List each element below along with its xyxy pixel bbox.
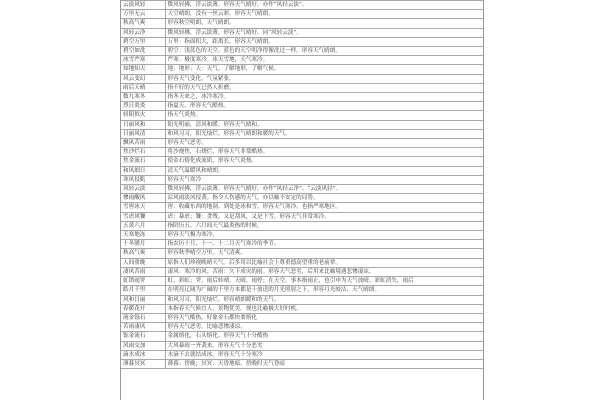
table-row [121, 286, 483, 295]
table-row [121, 185, 483, 194]
idiom-term: 秋高气爽 [121, 19, 165, 28]
idiom-term: 碧空如洗 [121, 47, 165, 56]
table-row [121, 139, 483, 148]
idiom-term: 焦金流石 [121, 157, 165, 166]
idiom-term: 风轻云淡 [121, 185, 165, 194]
table-row [121, 120, 483, 129]
idiom-definition: 形容天气极为寒冷。 [165, 231, 483, 240]
idiom-definition: 指天气炎热。 [165, 111, 483, 120]
table-row [121, 148, 483, 157]
idiom-definition: 形容天气寒冷 [165, 175, 483, 184]
idiom-term: 烈日炎炎 [121, 102, 165, 111]
table-row [121, 129, 483, 138]
table-row [121, 19, 483, 28]
table-row [121, 83, 483, 92]
idiom-term: 万里无云 [121, 10, 165, 19]
idiom-term: 知地知天 [121, 65, 165, 74]
idiom-term: 风和日丽 [121, 295, 165, 304]
table-row [121, 221, 483, 230]
idiom-term: 雪窖冰天 [121, 203, 165, 212]
idiom-definition: 指阴历五、六月间天气最炎热的时候。 [165, 221, 483, 230]
idiom-definition: 万里：指面积大，距离长。形容天气晴朗。 [165, 37, 483, 46]
idiom-definition: 窖：收藏东西的地洞。到处是冰和雪。形容天气寒冷。也指严寒地区。 [165, 203, 483, 212]
idiom-definition: 虐：暴虐；饕：贪残。又是刮风，又是下雪。形容天气非常寒冷。 [165, 212, 483, 221]
idiom-definition: 水滴下去就结成冰。形容天气十分寒冷 [165, 350, 483, 359]
idiom-term: 日丽风和 [121, 120, 165, 129]
idiom-term: 风雨交加 [121, 341, 165, 350]
table-row [121, 240, 483, 249]
table-row [121, 212, 483, 221]
idiom-term: 春暖花开 [121, 304, 165, 313]
table-row [121, 74, 483, 83]
idiom-definition: 阳光明丽，清风和暖。形容天气晴和。 [165, 120, 483, 129]
table-row [121, 267, 483, 276]
table-row [121, 1, 483, 10]
table-row [121, 102, 483, 111]
idiom-definition: 指不好的天气已然人折磨。 [165, 83, 483, 92]
idiom-term: 云淡风轻 [121, 1, 165, 10]
table-row [121, 295, 483, 304]
idiom-term: 虹销雨霁 [121, 277, 165, 286]
idiom-term: 焦沙烂石 [121, 148, 165, 157]
table-row [121, 166, 483, 175]
idiom-term: 骄阳似火 [121, 111, 165, 120]
idiom-term: 风轻云净 [121, 28, 165, 37]
idiom-definition: 清天气温暖风和晴朗。 [165, 166, 483, 175]
idiom-term: 冰雪严寒 [121, 56, 165, 65]
table-row [121, 10, 483, 19]
table-row [121, 28, 483, 37]
idiom-definition: 形容天气变化，气氛紧张。 [165, 74, 483, 83]
idiom-definition: 微风轻拂，浮云淡薄。形容天气晴好。亦作“风轻云净”、“云淡风轻”。 [165, 185, 483, 194]
idiom-definition: 凉风雨淡风侵袭。指令人伤感的天气。亦以喻不安定的局势。 [165, 194, 483, 203]
idiom-term: 惨雨酸风 [121, 194, 165, 203]
table-row [121, 258, 483, 267]
idiom-definition: 在明亮辽阔为广阔的千里方本都是十放送的月光照射之下。形容月光皎洁，天气晴朗。 [165, 286, 483, 295]
idiom-term: 薄暮冥冥 [121, 359, 165, 368]
idiom-definition: 和风习习，阳光灿烂。形容天气晴朗和暖的天气。 [165, 129, 483, 138]
table-row [121, 65, 483, 74]
table-row [121, 231, 483, 240]
idiom-definition: 微风轻拂，浮云淡薄。形容天气晴好。同“风轻云淡”。 [165, 28, 483, 37]
table-row [121, 37, 483, 46]
idiom-term: 飘风苦雨 [121, 139, 165, 148]
idiom-definition: 使金石熔化成流质，形容天气炎热。 [165, 157, 483, 166]
table-row [121, 313, 483, 322]
table-row [121, 249, 483, 258]
idiom-definition: 虹，彩虹；霁，雨后转晴。天晴，雨停；在天空，事本指雨止，也引申为天气放晴。彩虹消失，雨后 [165, 277, 483, 286]
idiom-term: 雨后天晴 [121, 83, 165, 92]
idiom-term: 苦雨凄风 [121, 323, 165, 332]
idiom-term: 皓月千里 [121, 286, 165, 295]
table-row [121, 341, 483, 350]
table-row [121, 277, 483, 286]
table-row [121, 359, 483, 368]
table-row [121, 350, 483, 359]
idiom-definition: 形容秋季晴空万里，天气清爽。 [165, 249, 483, 258]
idiom-definition: 地：地形；天：天气。了解地形，了解气候。 [165, 65, 483, 74]
idiom-definition: 薄暮：傍晚；冥冥：天昏地暗。傍晚时天气昏暗 [165, 359, 483, 368]
idiom-definition: 微风轻拂，浮云淡薄。形容天气晴好。亦作“风轻云淡”。 [165, 1, 483, 10]
idiom-term: 秋高气爽 [121, 249, 165, 258]
idiom-term: 寒风侵肌 [121, 175, 165, 184]
idiom-term: 数九寒冬 [121, 93, 165, 102]
idiom-term: 雪虐风饕 [121, 212, 165, 221]
idiom-definition: 严寒：极度寒冷。冰天雪地，天气寒冷。 [165, 56, 483, 65]
table-row [121, 56, 483, 65]
idiom-definition: 本指春天气候宜人，景物优美。现也比喻极大好时机。 [165, 304, 483, 313]
idiom-definition: 将沙烧焦，石烧烂。形容天气非常酷热。 [165, 148, 483, 157]
idiom-term: 滴水成冰 [121, 350, 165, 359]
idiom-definition: 凄风：寒冷的风；苦雨：久下成灾的雨。形容天气恶劣，后用来比喻境遇悲惨凄凉。 [165, 267, 483, 276]
document-page [120, 0, 484, 400]
idiom-definition: 金属熔化，石头熔化。形容天气十分酷热 [165, 332, 483, 341]
idiom-definition: 原指人们珍视晚晴天气。后多用以比喻社会上尊重德高望重的老前辈。 [165, 258, 483, 267]
table-row [121, 157, 483, 166]
idiom-definition: 形容秋空明朗，天气晴朗。 [165, 19, 483, 28]
table-row [121, 323, 483, 332]
table-row [121, 47, 483, 56]
idiom-term: 人间重晚 [121, 258, 165, 267]
idiom-definition: 形容天气恶劣。 [165, 139, 483, 148]
table-row [121, 111, 483, 120]
table-row [121, 304, 483, 313]
idiom-table [121, 0, 483, 369]
idiom-definition: 指夏天，形容天气酷热。 [165, 102, 483, 111]
idiom-definition: 大风暴雨一齐袭来。形容天气十分恶劣 [165, 341, 483, 350]
idiom-definition: 和风习习，阳光灿烂。形容晴朗暖和的天气。 [165, 295, 483, 304]
table-row [121, 93, 483, 102]
idiom-definition: 形容天气恶劣。比喻悲惨凄凉。 [165, 323, 483, 332]
idiom-term: 流金铄石 [121, 313, 165, 322]
table-row [121, 175, 483, 184]
table-row [121, 203, 483, 212]
idiom-term: 五黄六月 [121, 221, 165, 230]
idiom-definition: 指农历十月、十一、十二月天气寒冷的季节。 [165, 240, 483, 249]
idiom-term: 日丽风清 [121, 129, 165, 138]
idiom-term: 天寒地冻 [121, 231, 165, 240]
idiom-definition: 形容天气酷热，好象金石都快要熔化 [165, 313, 483, 322]
idiom-term: 风云变幻 [121, 74, 165, 83]
idiom-term: 和风细日 [121, 166, 165, 175]
idiom-definition: 天空晴朗，没有一丝云彩。形容天气晴朗。 [165, 10, 483, 19]
idiom-definition: 碧空：浅蓝色的天空。蓝色的天空明净得像洗过一样。形容天气晴朗。 [165, 47, 483, 56]
idiom-term: 碧空万里 [121, 37, 165, 46]
idiom-term: 铄金流石 [121, 332, 165, 341]
idiom-term: 凄风苦雨 [121, 267, 165, 276]
idiom-term: 十冬腊月 [121, 240, 165, 249]
table-row [121, 332, 483, 341]
idiom-definition: 指冬天来之，冰冷寒冷。 [165, 93, 483, 102]
table-row [121, 194, 483, 203]
